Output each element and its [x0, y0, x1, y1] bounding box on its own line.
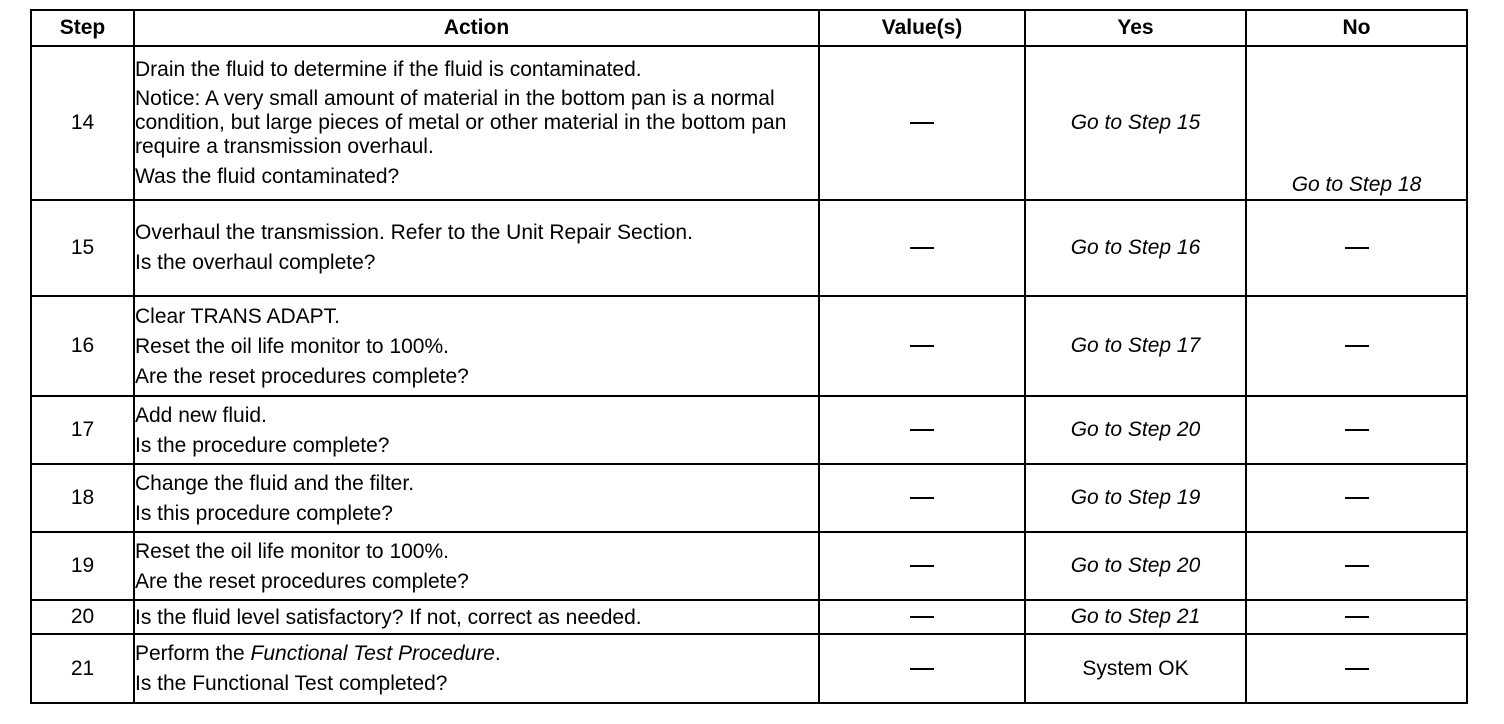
no-cell	[1246, 464, 1467, 532]
dash-icon	[910, 565, 934, 567]
dash-icon	[910, 345, 934, 347]
dash-icon	[1345, 565, 1369, 567]
question-text: Is the overhaul complete?	[135, 251, 376, 274]
dash-icon	[1345, 247, 1369, 249]
action-cell	[134, 296, 819, 396]
action-cell	[134, 396, 819, 464]
action-cell	[134, 634, 819, 703]
value-cell	[819, 200, 1025, 296]
question-text: Is this procedure complete?	[135, 501, 393, 525]
yes-link[interactable]: Go to Step 21	[1025, 600, 1246, 634]
functional-test-procedure-ref: Functional Test Procedure	[250, 642, 495, 665]
dash-icon	[1345, 497, 1369, 499]
question-text: Is the fluid level satisfactory? If not, correct as needed.	[135, 605, 642, 629]
no-cell	[1246, 200, 1467, 296]
table-row-step-18	[31, 464, 1467, 532]
value-cell	[819, 464, 1025, 532]
step-number: 14	[31, 46, 134, 200]
step-number: 21	[31, 634, 134, 703]
no-cell	[1246, 600, 1467, 634]
header-action: Action	[134, 10, 819, 46]
table-row-step-19	[31, 532, 1467, 600]
dash-icon	[1345, 345, 1369, 347]
action-cell	[134, 200, 819, 296]
step-number: 15	[31, 200, 134, 296]
action-suffix: .	[494, 642, 501, 665]
yes-link[interactable]: Go to Step 15	[1025, 46, 1246, 200]
question-text: Is the Functional Test completed?	[135, 672, 448, 695]
dash-icon	[910, 429, 934, 431]
action-text: Drain the fluid to determine if the fluid is contaminated.	[135, 58, 642, 81]
table-row-step-14	[31, 46, 1467, 200]
header-row	[31, 10, 1467, 46]
no-cell	[1246, 296, 1467, 396]
action-cell	[134, 46, 819, 200]
table-row-step-16	[31, 296, 1467, 396]
dash-icon	[1345, 429, 1369, 431]
table-row-step-15	[31, 200, 1467, 296]
dash-icon	[910, 616, 934, 618]
header-values: Value(s)	[819, 10, 1025, 46]
value-cell	[819, 532, 1025, 600]
no-link[interactable]: Go to Step 18	[1246, 46, 1467, 200]
action-prefix: Perform the	[135, 642, 251, 665]
value-cell	[819, 600, 1025, 634]
no-cell	[1246, 532, 1467, 600]
diagnostic-table	[30, 9, 1468, 704]
step-number: 19	[31, 532, 134, 600]
dash-icon	[910, 247, 934, 249]
action-text: Reset the oil life monitor to 100%.	[135, 334, 449, 358]
dash-icon	[910, 497, 934, 499]
action-text: Reset the oil life monitor to 100%.	[135, 539, 449, 563]
table-row-step-21	[31, 634, 1467, 703]
yes-link[interactable]: Go to Step 16	[1025, 200, 1246, 296]
value-cell	[819, 46, 1025, 200]
header-step: Step	[31, 10, 134, 46]
question-text: Is the procedure complete?	[135, 433, 390, 457]
value-cell	[819, 296, 1025, 396]
yes-link[interactable]: Go to Step 19	[1025, 464, 1246, 532]
action-text: Overhaul the transmission. Refer to the Unit Repair Section.	[135, 221, 693, 244]
dash-icon	[910, 668, 934, 670]
header-no: No	[1246, 10, 1467, 46]
dash-icon	[1345, 668, 1369, 670]
value-cell	[819, 634, 1025, 703]
question-text: Are the reset procedures complete?	[135, 569, 469, 593]
action-cell	[134, 600, 819, 634]
step-number: 16	[31, 296, 134, 396]
table-row-step-17	[31, 396, 1467, 464]
yes-link[interactable]: Go to Step 20	[1025, 532, 1246, 600]
yes-link[interactable]: Go to Step 20	[1025, 396, 1246, 464]
system-ok-text: System OK	[1025, 634, 1246, 703]
dash-icon	[1345, 616, 1369, 618]
step-number: 18	[31, 464, 134, 532]
step-number: 17	[31, 396, 134, 464]
action-text: Add new fluid.	[135, 403, 267, 427]
step-number: 20	[31, 600, 134, 634]
action-cell	[134, 464, 819, 532]
header-yes: Yes	[1025, 10, 1246, 46]
question-text: Are the reset procedures complete?	[135, 364, 469, 388]
notice-text: Notice: A very small amount of material in the bottom pan is a normal condition, but large pieces of metal or other material in the bottom pan require a transmission overhaul.	[135, 87, 787, 158]
action-text: Change the fluid and the filter.	[135, 471, 415, 495]
action-cell	[134, 532, 819, 600]
table-row-step-20	[31, 600, 1467, 634]
action-text	[135, 641, 818, 666]
no-cell	[1246, 396, 1467, 464]
action-text: Clear TRANS ADAPT.	[135, 304, 341, 328]
no-cell	[1246, 634, 1467, 703]
question-text: Was the fluid contaminated?	[135, 165, 400, 188]
dash-icon	[910, 122, 934, 124]
yes-link[interactable]: Go to Step 17	[1025, 296, 1246, 396]
value-cell	[819, 396, 1025, 464]
